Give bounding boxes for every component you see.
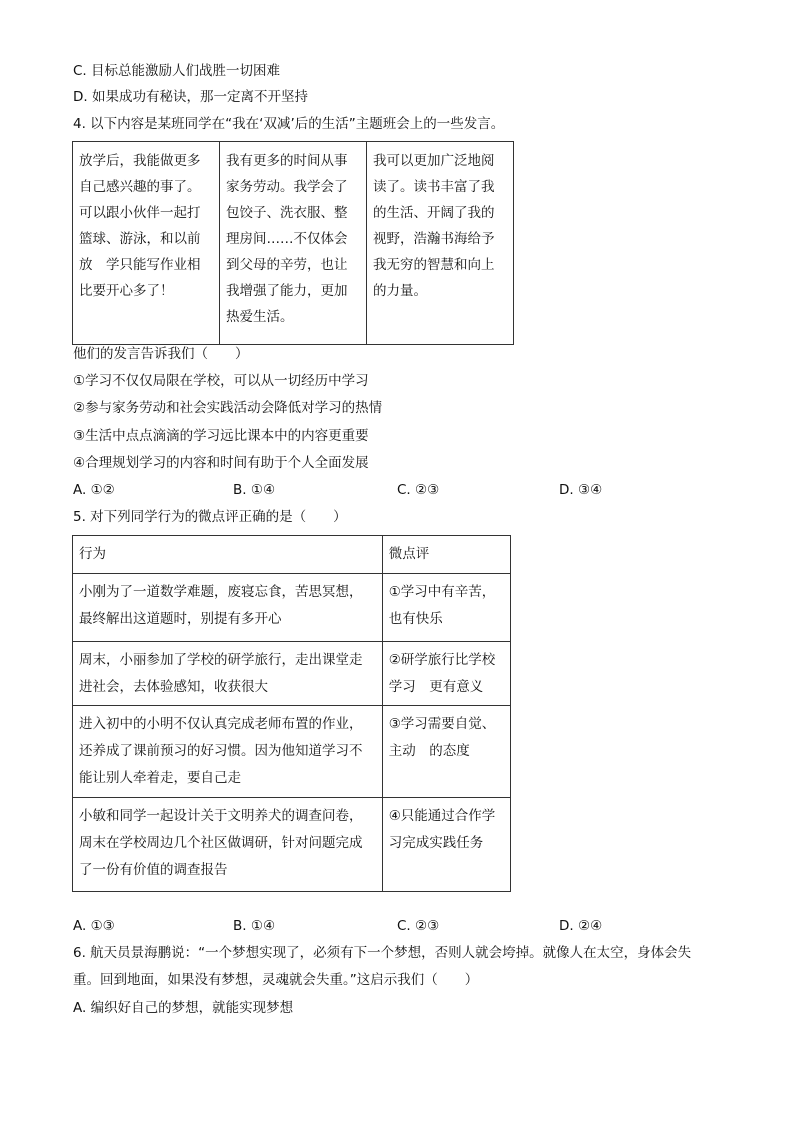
- q5-row-3-behavior: 进入初中的小明不仅认真完成老师布置的作业，还养成了课前预习的好习惯。因为他知道学习不能让别人牵着走，要自己走: [73, 706, 383, 798]
- q6-option-a[interactable]: A. 编织好自己的梦想，就能实现梦想: [73, 1000, 294, 1016]
- q5-behavior-table: [72, 535, 511, 892]
- q5-row-4-behavior: 小敏和同学一起设计关于文明养犬的调查问卷，周末在学校周边几个社区做调研，针对问题完成了一份有价值的调查报告: [73, 798, 383, 892]
- q5-option-d[interactable]: D. ②④: [559, 918, 603, 934]
- q4-option-a[interactable]: A. ①②: [73, 482, 115, 498]
- q5-row-2-comment: ②研学旅行比学校学习 更有意义: [382, 642, 510, 706]
- q4-option-c[interactable]: C. ②③: [397, 482, 440, 498]
- q4-speech-2: 我有更多的时间从事家务劳动。我学会了包饺子、洗衣服、整理房间……不仅体会到父母的辛劳，也让我增强了能力，更加热爱生活。: [220, 142, 367, 345]
- q4-option-b[interactable]: B. ①④: [233, 482, 276, 498]
- q4-statement-3: ③生活中点点滴滴的学习远比课本中的内容更重要: [73, 428, 369, 444]
- q5-row-3-comment: ③学习需要自觉、主动 的态度: [382, 706, 510, 798]
- q5-row-2-behavior: 周末，小丽参加了学校的研学旅行，走出课堂走进社会，去体验感知，收获很大: [73, 642, 383, 706]
- q4-prompt: 他们的发言告诉我们（ ）: [73, 346, 249, 362]
- q5-stem: 5. 对下列同学行为的微点评正确的是（ ）: [73, 509, 347, 525]
- q5-header-behavior: 行为: [73, 536, 383, 574]
- q5-option-b[interactable]: B. ①④: [233, 918, 276, 934]
- q4-statement-1: ①学习不仅仅局限在学校，可以从一切经历中学习: [73, 373, 369, 389]
- q6-stem-line-2: 重。回到地面，如果没有梦想，灵魂就会失重。”这启示我们（ ）: [73, 972, 479, 988]
- q5-option-c[interactable]: C. ②③: [397, 918, 440, 934]
- q4-statement-4: ④合理规划学习的内容和时间有助于个人全面发展: [73, 455, 369, 471]
- q5-option-a[interactable]: A. ①③: [73, 918, 115, 934]
- q3-option-c: C. 目标总能激励人们战胜一切困难: [73, 63, 281, 79]
- q6-stem-line-1: 6. 航天员景海鹏说：“一个梦想实现了，必须有下一个梦想，否则人就会垮掉。就像人在太空，身体会失: [73, 945, 692, 961]
- q3-option-d: D. 如果成功有秘诀，那一定离不开坚持: [73, 89, 308, 105]
- q4-speech-1: 放学后，我能做更多自己感兴趣的事了。可以跟小伙伴一起打篮球、游泳，和以前放 学只能写作业相比要开心多了！: [73, 142, 220, 345]
- q4-speech-table: [72, 141, 514, 345]
- q5-row-1-comment: ①学习中有辛苦，也有快乐: [382, 574, 510, 642]
- q5-row-1-behavior: 小刚为了一道数学难题，废寝忘食，苦思冥想，最终解出这道题时，别提有多开心: [73, 574, 383, 642]
- q4-option-d[interactable]: D. ③④: [559, 482, 603, 498]
- q5-row-4-comment: ④只能通过合作学习完成实践任务: [382, 798, 510, 892]
- q5-header-comment: 微点评: [382, 536, 510, 574]
- q4-statement-2: ②参与家务劳动和社会实践活动会降低对学习的热情: [73, 400, 383, 416]
- q4-stem: 4. 以下内容是某班同学在“我在‘双减’后的生活”主题班会上的一些发言。: [73, 116, 505, 132]
- q4-speech-3: 我可以更加广泛地阅读了。读书丰富了我的生活、开阔了我的视野，浩瀚书海给予我无穷的智慧和向上的力量。: [367, 142, 514, 345]
